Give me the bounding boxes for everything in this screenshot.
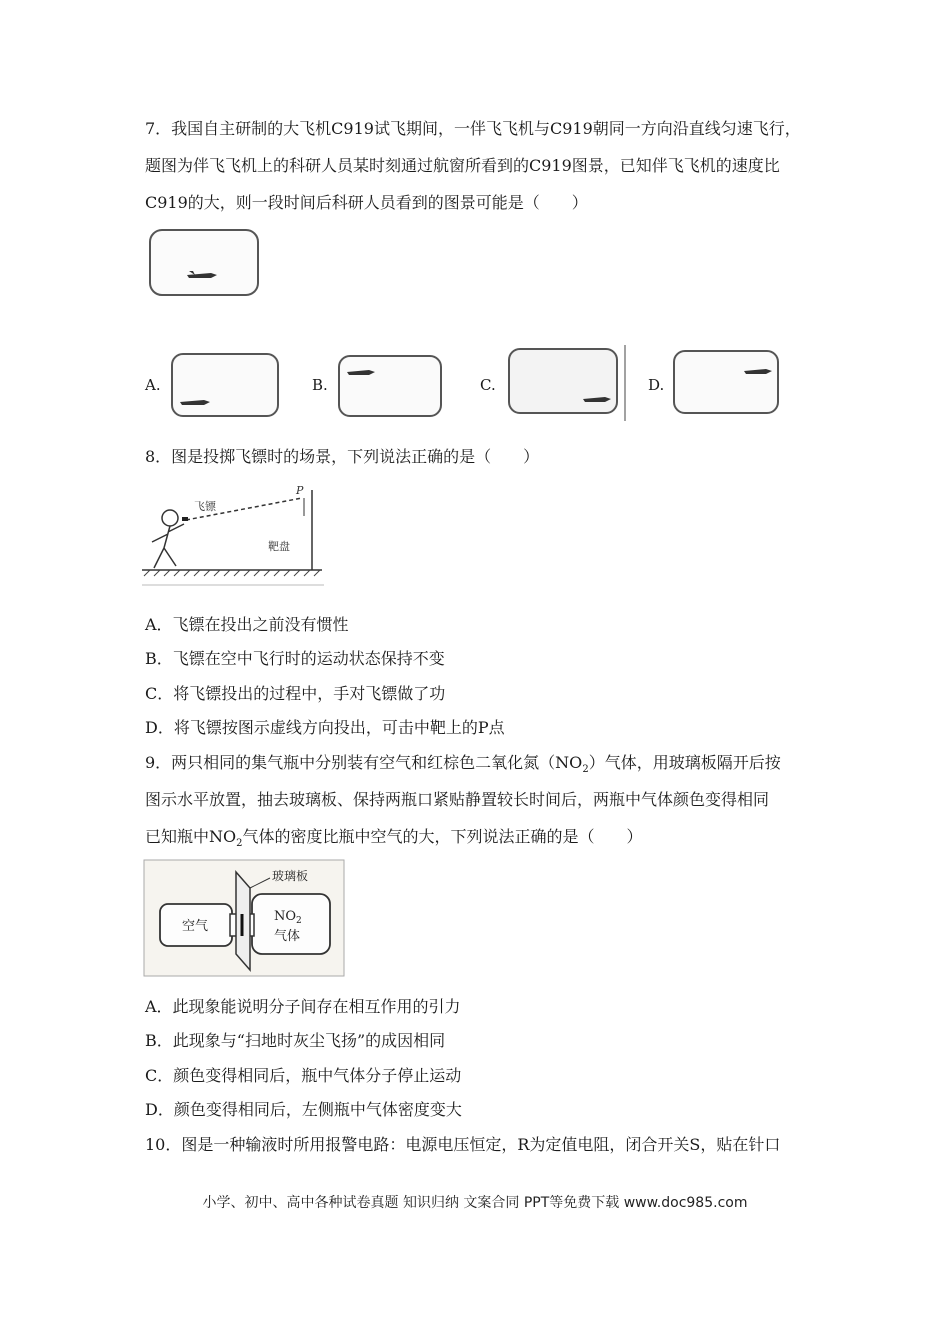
q9-option-b: B．此现象与“扫地时灰尘飞扬”的成因相同 bbox=[145, 1031, 446, 1050]
q9-line2: 图示水平放置，抽去玻璃板、保持两瓶口紧贴静置较长时间后，两瓶中气体颜色变得相同 bbox=[145, 790, 770, 809]
q9-line3: 已知瓶中$NO_2$气体的密度比瓶中空气的大，下列说法正确的是（ ） bbox=[145, 827, 643, 850]
q8-option-a: A．飞镖在投出之前没有惯性 bbox=[145, 615, 349, 634]
q9-gas-jars-figure bbox=[142, 858, 347, 978]
dart-icon bbox=[182, 517, 188, 521]
q7-option-c-label: C. bbox=[480, 376, 496, 394]
q8-option-b: B．飞镖在空中飞行时的运动状态保持不变 bbox=[145, 649, 445, 668]
q7-line1: 7．我国自主研制的大飞机C919试飞期间，一伴飞飞机与C919朝同一方向沿直线匀速飞行， bbox=[145, 119, 801, 138]
q8-dart-figure bbox=[142, 480, 327, 588]
board-label: 靶盘 bbox=[268, 540, 290, 553]
q8-option-c: C．将飞镖投出的过程中，手对飞镖做了功 bbox=[145, 684, 446, 703]
q7-line3: C919的大，则一段时间后科研人员看到的图景可能是（ ） bbox=[145, 193, 588, 212]
q8-stem: 8．图是投掷飞镖时的场景，下列说法正确的是（ ） bbox=[145, 447, 540, 466]
q7-option-d-label: D. bbox=[648, 376, 665, 394]
point-p-label: P bbox=[296, 484, 304, 497]
q7-window-figure bbox=[145, 225, 265, 300]
q9-option-a: A．此现象能说明分子间存在相互作用的引力 bbox=[145, 997, 461, 1016]
glass-plate-label: 玻璃板 bbox=[272, 869, 309, 883]
q7-option-b-label: B. bbox=[312, 376, 328, 394]
q7-line2: 题图为伴飞飞机上的科研人员某时刻通过航窗所看到的C919图景，已知伴飞飞机的速度比 bbox=[145, 156, 780, 175]
no2-label: $NO_2$ bbox=[274, 909, 302, 926]
q10-line1: 10．图是一种输液时所用报警电路：电源电压恒定，R为定值电阻，闭合开关S，贴在针口 bbox=[145, 1135, 781, 1154]
q7-option-a-label: A. bbox=[145, 376, 161, 394]
q9-option-d: D．颜色变得相同后，左侧瓶中气体密度变大 bbox=[145, 1100, 462, 1119]
q8-option-d: D．将飞镖按图示虚线方向投出，可击中靶上的P点 bbox=[145, 718, 505, 737]
dart-label: 飞镖 bbox=[194, 500, 216, 513]
gas-label: 气体 bbox=[274, 929, 301, 944]
q9-option-c: C．颜色变得相同后，瓶中气体分子停止运动 bbox=[145, 1066, 462, 1085]
q7-option-c-figure bbox=[505, 345, 630, 421]
page-footer: 小学、初中、高中各种试卷真题 知识归纳 文案合同 PPT等免费下载 www.doc985.com bbox=[202, 1195, 748, 1211]
air-label: 空气 bbox=[182, 919, 209, 934]
q9-line1: 9．两只相同的集气瓶中分别装有空气和红棕色二氧化氮$(NO_2)$气体，用玻璃板隔开后按 bbox=[145, 753, 781, 776]
q7-option-a-figure bbox=[168, 350, 283, 422]
no2-jar bbox=[252, 894, 330, 954]
person-head bbox=[162, 510, 178, 526]
q7-option-d-figure bbox=[670, 345, 785, 421]
q7-option-b-figure bbox=[335, 352, 445, 422]
